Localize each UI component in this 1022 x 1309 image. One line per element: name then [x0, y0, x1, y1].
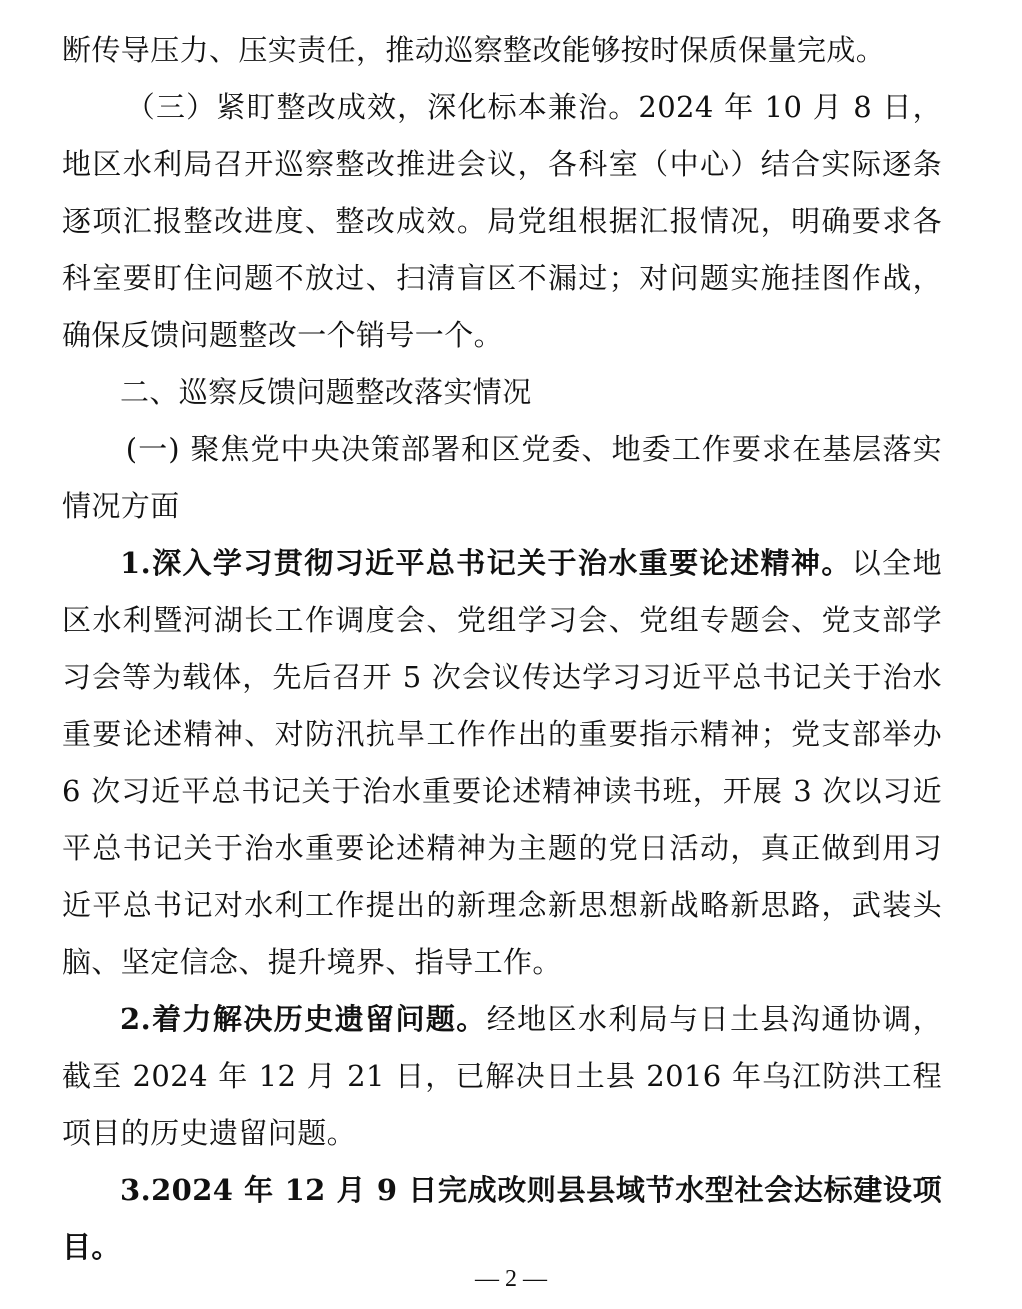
paragraph-item-1 — [62, 535, 942, 991]
paragraph-item-3 — [62, 1162, 942, 1276]
heading-text: 二、巡察反馈问题整改落实情况 — [120, 375, 532, 409]
paragraph-text: 以全地区水利暨河湖长工作调度会、党组学习会、党组专题会、党支部学习会等为载体，先后召开 5 次会议传达学习习近平总书记关于治水重要论述精神、对防汛抗旱工作作出的重要指示精神；党支部举办 6 次习近平总书记关于治水重要论述精神读书班，开展 3 次以习近平总书记关于治水重要论述精神为主题的党日活动，真正做到用习近平总书记对水利工作提出的新理念新思想新战略新思路，武装头脑、坚定信念、提升境界、指导工作。 — [62, 546, 943, 979]
paragraph-text: 断传导压力、压实责任，推动巡察整改能够按时保质保量完成。 — [62, 33, 886, 67]
item-lead-bold: 3.2024 年 12 月 9 日完成改则县县域节水型社会达标建设项目。 — [62, 1173, 942, 1264]
paragraph-text: （三）紧盯整改成效，深化标本兼治。2024 年 10 月 8 日，地区水利局召开巡察整改推进会议，各科室（中心）结合实际逐条逐项汇报整改进度、整改成效。局党组根据汇报情况，明确要求各科室要盯住问题不放过、扫清盲区不漏过；对问题实施挂图作战，确保反馈问题整改一个销号一个。 — [62, 90, 942, 352]
paragraph-section-3 — [62, 79, 942, 364]
subheading-section-1 — [62, 421, 942, 535]
item-lead-bold: 2.着力解决历史遗留问题。 — [120, 1002, 487, 1036]
heading-section-2 — [62, 364, 942, 421]
subheading-text: (一) 聚焦党中央决策部署和区党委、地委工作要求在基层落实情况方面 — [62, 432, 942, 523]
paragraph-continuation — [62, 22, 942, 79]
item-lead-bold: 1.深入学习贯彻习近平总书记关于治水重要论述精神。 — [120, 546, 852, 580]
paragraph-item-2 — [62, 991, 942, 1162]
page-number: — 2 — — [475, 1266, 547, 1292]
paragraph-text: 经地区水利局与日土县沟通协调，截至 2024 年 12 月 21 日，已解决日土县 2016 年乌江防洪工程项目的历史遗留问题。 — [62, 1002, 942, 1150]
document-body — [62, 22, 942, 1276]
